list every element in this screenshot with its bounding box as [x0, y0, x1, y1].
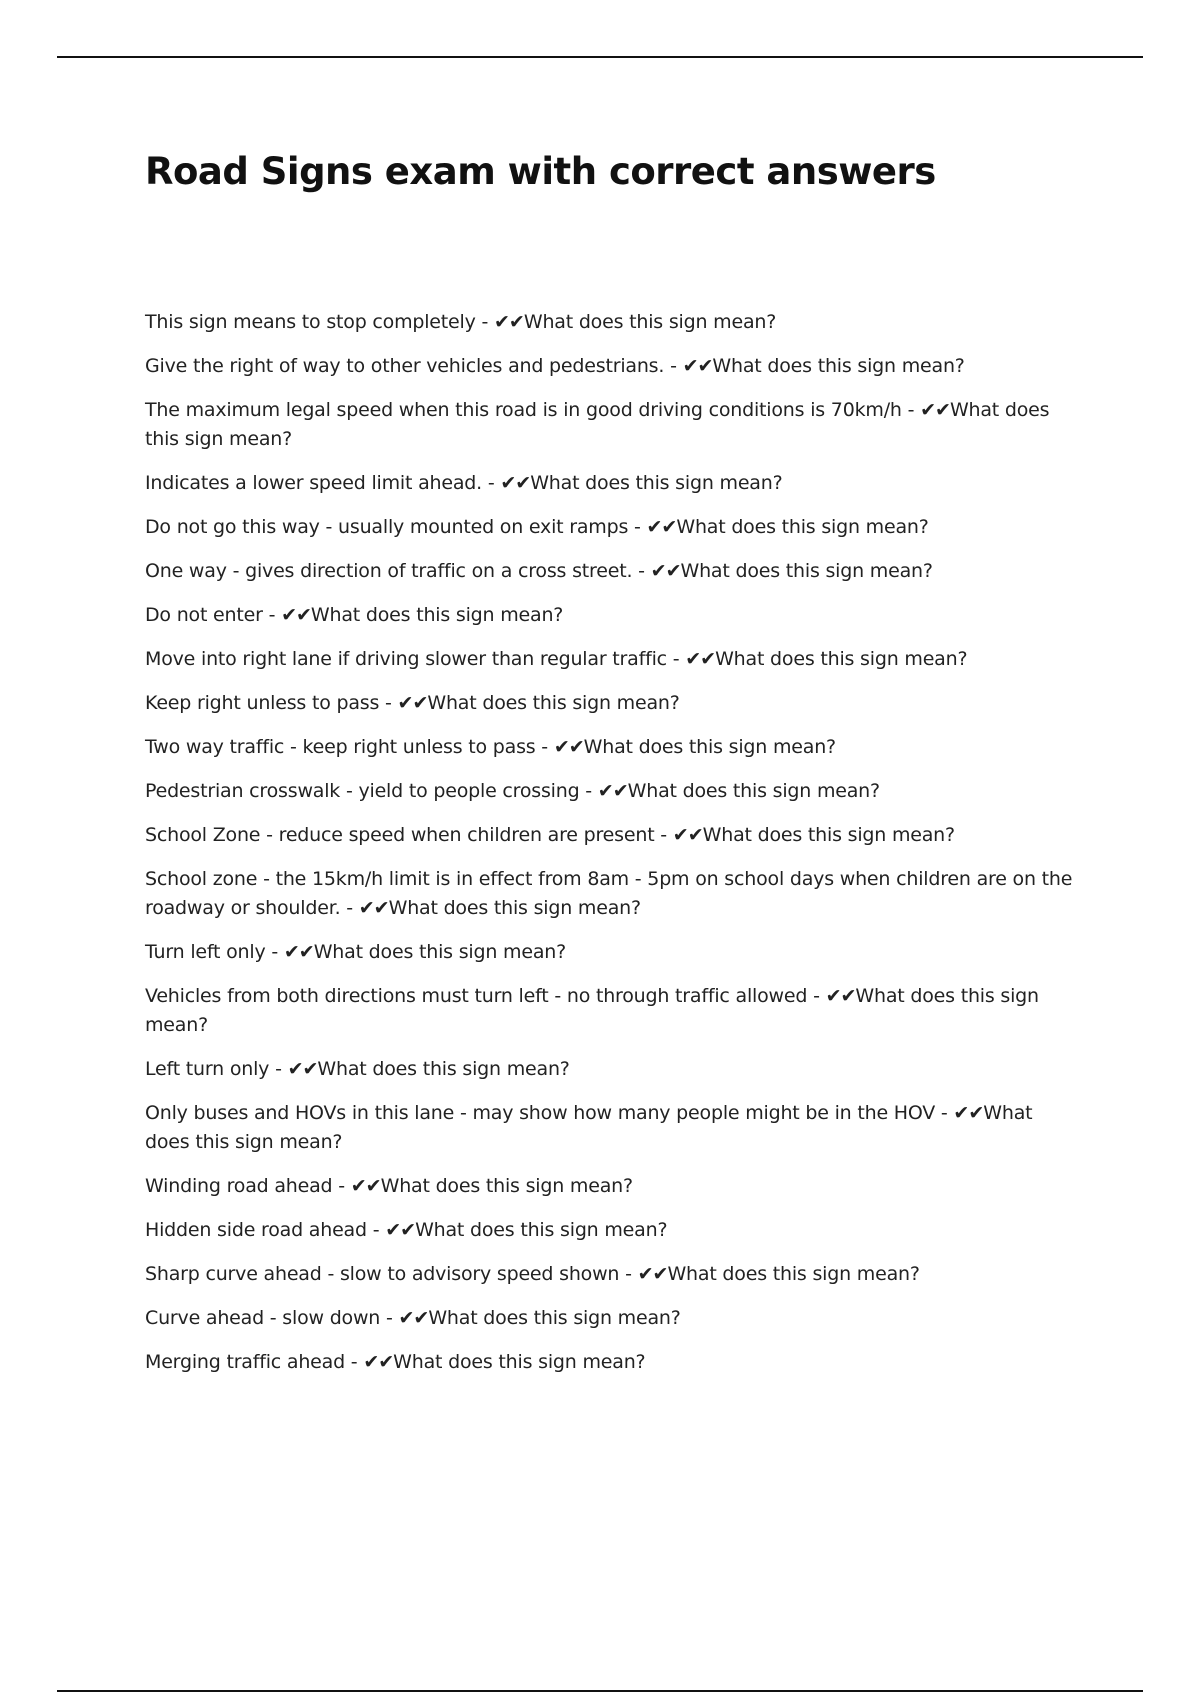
qa-separator: -: [482, 472, 501, 494]
qa-question: What does this sign mean?: [712, 355, 965, 377]
qa-answer: Curve ahead - slow down: [145, 1307, 381, 1329]
qa-item: [145, 645, 1080, 674]
double-check-icon: ✔✔: [283, 941, 314, 963]
qa-answer: Do not go this way - usually mounted on exit ramps: [145, 516, 629, 538]
qa-answer: Keep right unless to pass: [145, 692, 380, 714]
qa-separator: -: [654, 824, 673, 846]
qa-answer: Give the right of way to other vehicles and pedestrians.: [145, 355, 665, 377]
qa-answer: This sign means to stop completely: [145, 311, 476, 333]
double-check-icon: ✔✔: [358, 897, 389, 919]
qa-question: What does this sign mean?: [317, 1058, 570, 1080]
double-check-icon: ✔✔: [920, 399, 950, 421]
qa-question: What does this sign mean?: [523, 311, 777, 333]
qa-question: What does this sign mean?: [380, 1175, 633, 1197]
qa-question: What does this sign mean?: [313, 941, 566, 963]
qa-question: What does this sign mean?: [145, 985, 1039, 1036]
qa-separator: -: [935, 1102, 954, 1124]
qa-separator: -: [380, 1307, 399, 1329]
qa-item: [145, 821, 1080, 850]
qa-question: What does this sign mean?: [530, 472, 783, 494]
double-check-icon: ✔✔: [281, 604, 311, 626]
qa-answer: Indicates a lower speed limit ahead.: [145, 472, 483, 494]
qa-item: [145, 396, 1080, 454]
qa-separator: -: [579, 780, 598, 802]
qa-question: What does this sign mean?: [676, 516, 929, 538]
qa-answer: Merging traffic ahead: [145, 1351, 345, 1373]
double-check-icon: ✔✔: [646, 516, 677, 538]
qa-question: What does this sign mean?: [583, 736, 836, 758]
qa-separator: -: [628, 516, 647, 538]
qa-item: [145, 938, 1080, 967]
qa-item: [145, 557, 1080, 586]
qa-answer: School zone - the 15km/h limit is in effect from 8am - 5pm on school days when children are on the roadway or shoulder.: [145, 868, 1073, 919]
qa-separator: -: [340, 897, 359, 919]
qa-answer: School Zone - reduce speed when children are present: [145, 824, 655, 846]
qa-answer: Hidden side road ahead: [145, 1219, 367, 1241]
qa-question: What does this sign mean?: [415, 1219, 668, 1241]
qa-separator: -: [619, 1263, 638, 1285]
double-check-icon: ✔✔: [398, 1307, 429, 1329]
qa-separator: -: [269, 1058, 288, 1080]
double-check-icon: ✔✔: [363, 1351, 394, 1373]
qa-question: What does this sign mean?: [388, 897, 641, 919]
qa-separator: -: [475, 311, 495, 333]
qa-question: What does this sign mean?: [145, 399, 1050, 450]
qa-question: What does this sign mean?: [310, 604, 564, 626]
qa-question: What does this sign mean?: [428, 1307, 681, 1329]
qa-item: [145, 513, 1080, 542]
double-check-icon: ✔✔: [350, 1175, 381, 1197]
qa-question: What does this sign mean?: [715, 648, 968, 670]
qa-answer: Move into right lane if driving slower than regular traffic: [145, 648, 667, 670]
qa-separator: -: [535, 736, 554, 758]
qa-list: [145, 308, 1080, 1392]
double-check-icon: ✔✔: [637, 1263, 668, 1285]
qa-separator: -: [265, 941, 284, 963]
double-check-icon: ✔✔: [385, 1219, 416, 1241]
double-check-icon: ✔✔: [825, 985, 856, 1007]
double-check-icon: ✔✔: [953, 1102, 984, 1124]
qa-question: What does this sign mean?: [667, 1263, 920, 1285]
double-check-icon: ✔✔: [287, 1058, 318, 1080]
qa-separator: -: [332, 1175, 351, 1197]
qa-item: [145, 308, 1080, 337]
double-check-icon: ✔✔: [682, 355, 713, 377]
qa-answer: Only buses and HOVs in this lane - may show how many people might be in the HOV: [145, 1102, 936, 1124]
double-check-icon: ✔✔: [494, 311, 524, 333]
double-check-icon: ✔✔: [672, 824, 703, 846]
qa-answer: Winding road ahead: [145, 1175, 333, 1197]
qa-question: What does this sign mean?: [145, 1102, 1033, 1153]
qa-item: [145, 1216, 1080, 1245]
qa-separator: -: [666, 648, 686, 670]
qa-item: [145, 1304, 1080, 1333]
qa-question: What does this sign mean?: [627, 780, 880, 802]
qa-item: [145, 1260, 1080, 1289]
qa-item: [145, 601, 1080, 630]
qa-item: [145, 689, 1080, 718]
double-check-icon: ✔✔: [650, 560, 681, 582]
qa-answer: Left turn only: [145, 1058, 270, 1080]
qa-separator: -: [664, 355, 683, 377]
double-check-icon: ✔✔: [685, 648, 716, 670]
qa-answer: Two way traffic - keep right unless to pass: [145, 736, 536, 758]
bottom-rule: [57, 1690, 1143, 1692]
qa-answer: The maximum legal speed when this road is in good driving conditions is 70km/h: [145, 399, 902, 421]
qa-answer: Pedestrian crosswalk - yield to people crossing: [145, 780, 580, 802]
qa-question: What does this sign mean?: [427, 692, 680, 714]
double-check-icon: ✔✔: [397, 692, 428, 714]
qa-answer: Vehicles from both directions must turn left - no through traffic allowed: [145, 985, 808, 1007]
qa-item: [145, 1055, 1080, 1084]
qa-item: [145, 1348, 1080, 1377]
qa-separator: -: [344, 1351, 364, 1373]
qa-item: [145, 352, 1080, 381]
qa-answer: Do not enter: [145, 604, 263, 626]
qa-separator: -: [807, 985, 826, 1007]
qa-question: What does this sign mean?: [393, 1351, 646, 1373]
qa-separator: -: [901, 399, 921, 421]
qa-item: [145, 777, 1080, 806]
double-check-icon: ✔✔: [500, 472, 531, 494]
qa-question: What does this sign mean?: [680, 560, 933, 582]
qa-item: [145, 733, 1080, 762]
qa-separator: -: [632, 560, 651, 582]
qa-answer: Turn left only: [145, 941, 266, 963]
qa-separator: -: [379, 692, 398, 714]
qa-answer: One way - gives direction of traffic on a cross street.: [145, 560, 633, 582]
top-rule: [57, 56, 1143, 58]
qa-item: [145, 469, 1080, 498]
qa-item: [145, 1172, 1080, 1201]
double-check-icon: ✔✔: [597, 780, 628, 802]
qa-item: [145, 865, 1080, 923]
qa-item: [145, 1099, 1080, 1157]
qa-question: What does this sign mean?: [702, 824, 955, 846]
double-check-icon: ✔✔: [553, 736, 584, 758]
qa-item: [145, 982, 1080, 1040]
qa-separator: -: [366, 1219, 386, 1241]
qa-answer: Sharp curve ahead - slow to advisory speed shown: [145, 1263, 620, 1285]
qa-separator: -: [262, 604, 282, 626]
document-title: Road Signs exam with correct answers: [145, 150, 936, 193]
